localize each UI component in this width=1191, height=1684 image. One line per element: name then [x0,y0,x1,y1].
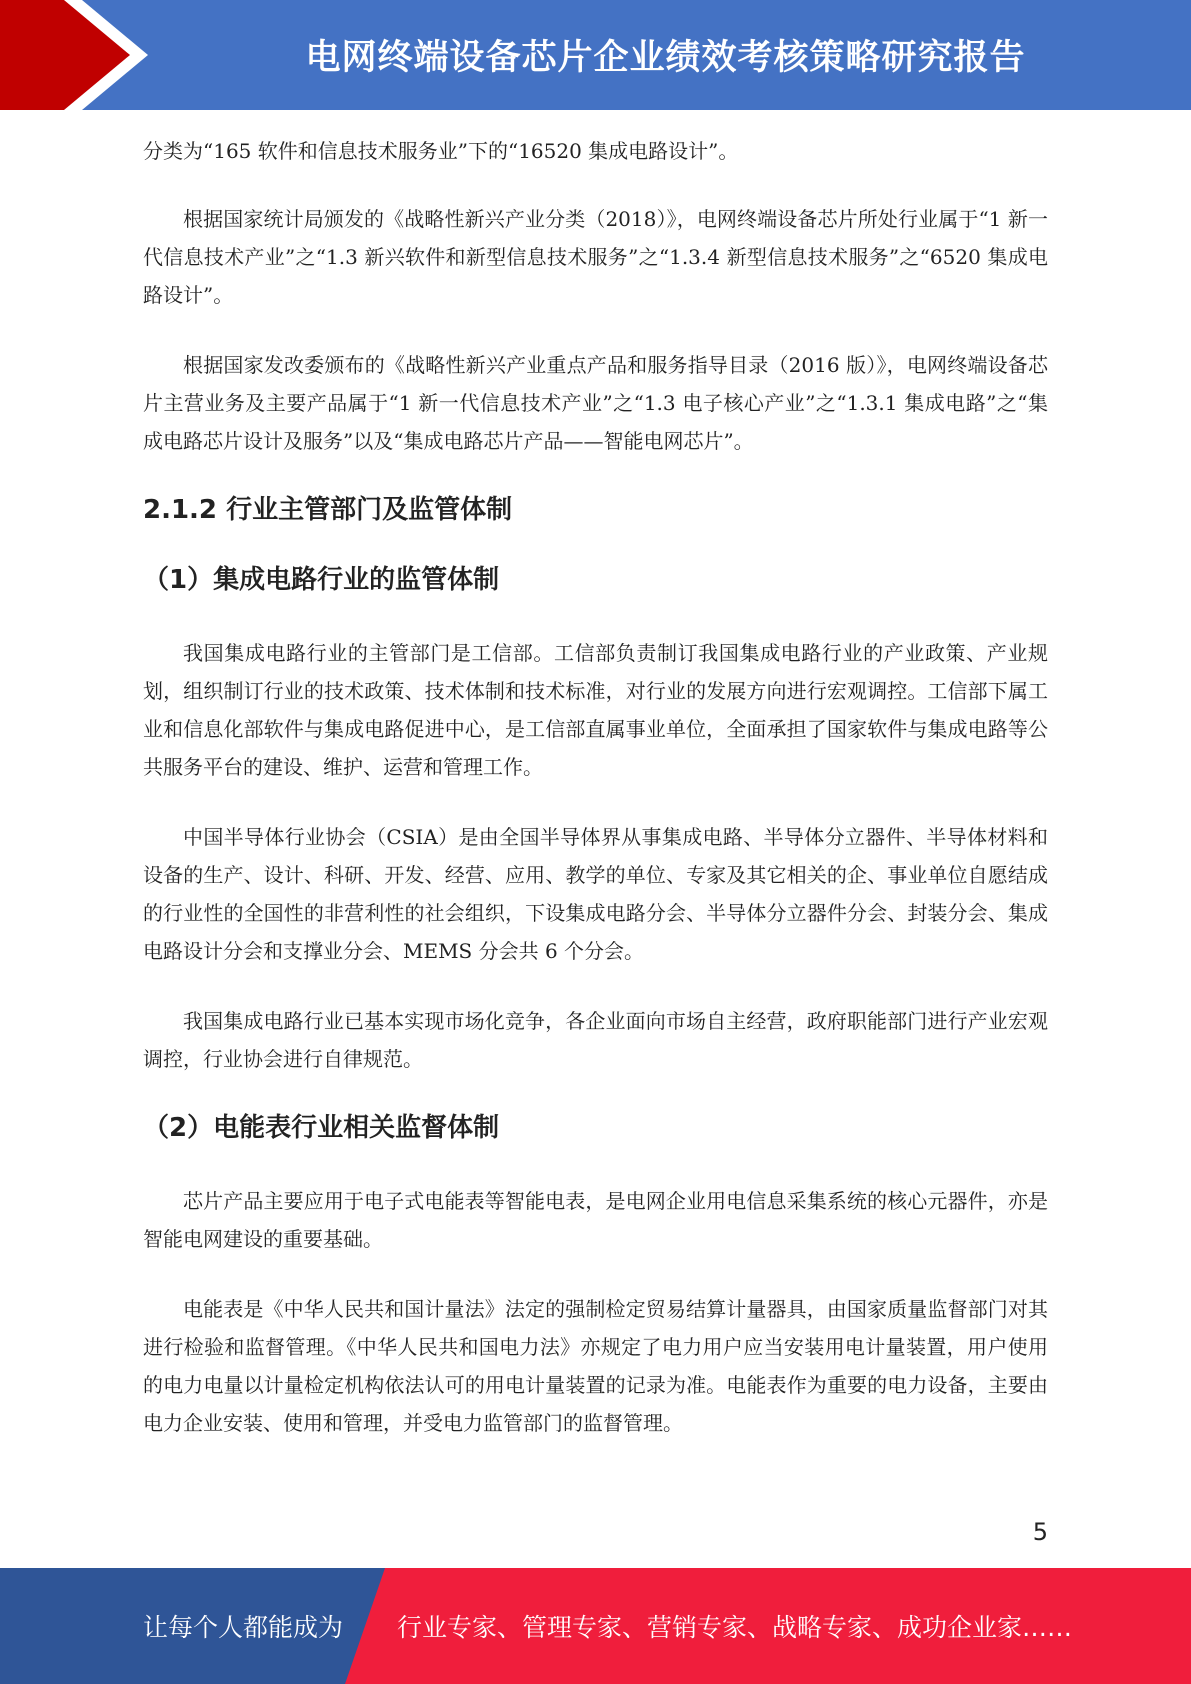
paragraph-chip-application: 芯片产品主要应用于电子式电能表等智能电表，是电网企业用电信息采集系统的核心元器件，亦是智能电网建设的重要基础。 [143,1189,1048,1251]
paragraph-statistics-bureau: 根据国家统计局颁发的《战略性新兴产业分类（2018）》，电网终端设备芯片所处行业属于“1 新一代信息技术产业”之“1.3 新兴软件和新型信息技术服务”之“1.3.4 新型信息技术服务”之“6520 集成电路设计”。 [143,207,1048,307]
paragraph-classification: 分类为“165 软件和信息技术服务业”下的“16520 集成电路设计”。 [143,139,739,163]
paragraph-market-competition: 我国集成电路行业已基本实现市场化竞争，各企业面向市场自主经营，政府职能部门进行产业宏观调控，行业协会进行自律规范。 [143,1009,1048,1071]
paragraph-ndrc-catalog: 根据国家发改委颁布的《战略性新兴产业重点产品和服务指导目录（2016 版）》，电网终端设备芯片主营业务及主要产品属于“1 新一代信息技术产业”之“1.3 电子核心产业”之“1.3.1 集成电路”之“集成电路芯片设计及服务”以及“集成电路芯片产品——智能电网芯片”。 [143,353,1048,453]
page-header [0,0,1191,110]
subsection-heading-meter-regulation: （2）电能表行业相关监督体制 [143,1113,500,1143]
page-footer [0,1568,1191,1684]
subsection-heading-ic-regulation: （1）集成电路行业的监管体制 [143,565,500,595]
paragraph-meter-law: 电能表是《中华人民共和国计量法》法定的强制检定贸易结算计量器具，由国家质量监督部门对其进行检验和监督管理。《中华人民共和国电力法》亦规定了电力用户应当安装用电计量装置，用户使用的电力电量以计量检定机构依法认可的用电计量装置的记录为准。电能表作为重要的电力设备，主要由电力企业安装、使用和管理，并受电力监管部门的监督管理。 [143,1297,1048,1435]
report-title: 电网终端设备芯片企业绩效考核策略研究报告 [305,38,1026,78]
section-heading-2-1-2: 2.1.2 行业主管部门及监管体制 [143,495,513,525]
paragraph-csia: 中国半导体行业协会（CSIA）是由全国半导体界从事集成电路、半导体分立器件、半导体材料和设备的生产、设计、科研、开发、经营、应用、教学的单位、专家及其它相关的企、事业单位自愿结成的行业性的全国性的非营利性的社会组织，下设集成电路分会、半导体分立器件分会、封装分会、集成电路设计分会和支撑业分会、MEMS 分会共 6 个分会。 [143,825,1048,963]
footer-slogan-left: 让每个人都能成为 [143,1613,344,1642]
footer-slogan-right: 行业专家、管理专家、营销专家、战略专家、成功企业家…… [397,1613,1073,1642]
paragraph-miit: 我国集成电路行业的主管部门是工信部。工信部负责制订我国集成电路行业的产业政策、产业规划，组织制订行业的技术政策、技术体制和技术标准，对行业的发展方向进行宏观调控。工信部下属工业和信息化部软件与集成电路促进中心，是工信部直属事业单位，全面承担了国家软件与集成电路等公共服务平台的建设、维护、运营和管理工作。 [143,641,1048,779]
header-arrow-graphic [0,0,160,110]
page-number: 5 [1032,1518,1048,1546]
document-body [143,132,1048,1474]
